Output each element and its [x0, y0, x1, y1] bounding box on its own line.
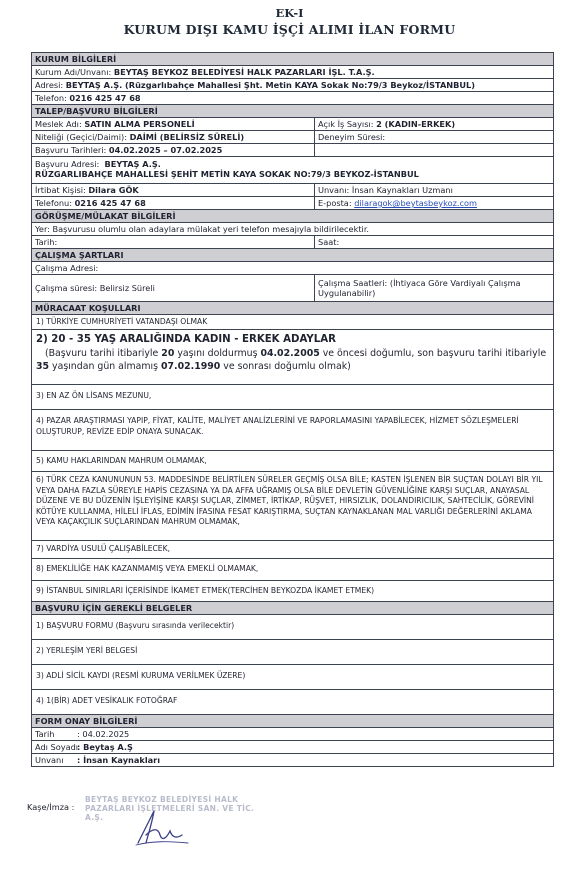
contact-phone-label: Telefonu:: [35, 198, 72, 208]
approval-date-label: Tarih: [35, 729, 55, 739]
document-item: 3) ADLİ SİCİL KAYDI (RESMİ KURUMA VERİLMEK ÜZERE): [36, 671, 246, 680]
approval-title-label: Unvanı: [35, 755, 64, 765]
signature-label: Kaşe/İmza :: [27, 802, 75, 812]
contact-phone-row: [32, 197, 553, 210]
requirement-item: 5) KAMU HAKLARINDAN MAHRUM OLMAMAK,: [36, 456, 207, 465]
interview-date-row: [32, 236, 553, 249]
institution-phone-label: Telefon:: [35, 93, 67, 103]
experience-label: Deneyim Süresi:: [318, 132, 386, 142]
handwritten-signature: [132, 805, 192, 847]
document-item: 4) 1(BİR) ADET VESİKALIK FOTOĞRAF: [36, 696, 178, 705]
profession-label: Meslek Adı:: [35, 119, 82, 129]
institution-phone-row: [32, 92, 553, 105]
requirement-item: 6) TÜRK CEZA KANUNUNUN 53. MADDESİNDE BELİRTİLEN SÜRELER GEÇMİŞ OLSA BİLE; KASTEN İŞLENEN BİR SUÇTAN DOLAYI BİR YIL VEYA DAHA FAZLA SÜREYLE HAPİS CEZASINA YA DA AFFA UĞRAMIŞ OLSA BİLE DEVLETİN GÜVENLİĞİNE KARŞI SUÇLAR, ANAYASAL DÜZENE VE BU DÜZENİN İŞLEYİŞİNE KARŞI SUÇLAR, ZİMMET, İRTİKAP, RÜŞVET, HIRSIZLIK, DOLANDIRICILIK, SAHTECİLİK, GÖREVİNİ KÖTÜYE KULLANMA, HİLELİ İFLAS, EDİMİN İFASINA FESAT KARIŞTIRMA, SUÇTAN KAYNAKLANAN MAL VARLIĞI DEĞERLERİNİ AKLAMA VEYA KAÇAKÇILIK SUÇLARINDAN MAHRUM OLMAMAK,: [36, 475, 543, 526]
work-address-label: Çalışma Adresi:: [35, 263, 99, 273]
application-address-label: Başvuru Adresi:: [35, 159, 100, 169]
contact-value: Dilara GÖK: [88, 185, 139, 195]
request-section-header: TALEP/BAŞVURU BİLGİLERİ: [32, 105, 553, 118]
requirement-item: 1) TÜRKİYE CUMHURİYETİ VATANDAŞI OLMAK: [36, 317, 208, 326]
institution-name-row: [32, 66, 553, 79]
requirement-row: [32, 472, 553, 541]
work-hours-row: [32, 275, 553, 302]
positions-label: Açık İş Sayısı:: [318, 119, 374, 129]
approval-title-value: : İnsan Kaynakları: [77, 755, 161, 765]
requirement-item: 8) EMEKLİLİĞE HAK KAZANMAMIŞ VEYA EMEKLİ OLMAMAK,: [36, 564, 259, 573]
contact-row: [32, 184, 553, 197]
contact-title-value: İnsan Kaynakları Uzmanı: [351, 185, 453, 195]
approval-section-header: FORM ONAY BİLGİLERİ: [32, 715, 553, 728]
institution-address-label: Adresi:: [35, 80, 64, 90]
stamp-line-2: PAZARLARI İŞLETMELERİ SAN. VE TİC. A.Ş.: [85, 804, 255, 822]
approval-name-row: [32, 741, 553, 754]
requirement-item: 4) PAZAR ARAŞTIRMASI YAPIP, FİYAT, KALİTE, MALİYET ANALİZLERİNİ VE RAPORLAMASINI YAPABİLECEK, HİZMET SÖZLEŞMELERİ OLUŞTURUP, REVİZE EDİP ONAYA SUNACAK.: [36, 416, 519, 436]
requirement-item: 7) VARDİYA USULÜ ÇALIŞABİLECEK,: [36, 544, 170, 553]
contact-title-label: Unvanı:: [318, 185, 350, 195]
document-row: [32, 690, 553, 715]
institution-address-row: [32, 79, 553, 92]
institution-address-value: BEYTAŞ A.Ş. (Rüzgarlıbahçe Mahallesi Şht. Metin KAYA Sokak No:79/3 Beykoz/İSTANBUL): [65, 80, 475, 90]
document-item: 1) BAŞVURU FORMU (Başvuru sırasında verilecektir): [36, 621, 235, 630]
contact-label: İrtibat Kişisi:: [35, 185, 86, 195]
email-label: E-posta:: [318, 198, 352, 208]
requirement-item: 2) 20 - 35 YAŞ ARALIĞINDA KADIN - ERKEK ADAYLAR: [36, 334, 336, 345]
dates-label: Başvuru Tarihleri:: [35, 145, 107, 155]
requirement-row: [32, 315, 553, 330]
work-section-header: ÇALIŞMA ŞARTLARI: [32, 249, 553, 262]
requirement-row: [32, 559, 553, 581]
nature-value: DAİMİ (BELİRSİZ SÜRELİ): [129, 132, 245, 142]
age-note: (Başvuru tarihi itibariyle 20 yaşını doldurmuş 04.02.2005 ve öncesi doğumlu, son başvuru tarihi itibariyle 35 yaşından gün almamış 07.02.1990 ve sonrası doğumlu olmak): [36, 347, 547, 372]
application-address-row: [32, 157, 553, 184]
work-hours-text: Çalışma Saatleri: (İhtiyaca Göre Vardiyalı Çalışma Uygulanabilir): [318, 278, 521, 298]
requirement-row: [32, 330, 553, 385]
interview-section-header: GÖRÜŞME/MÜLAKAT BİLGİLERİ: [32, 210, 553, 223]
annex-label: EK-I: [275, 6, 304, 20]
nature-label: Niteliği (Geçici/Daimi):: [35, 132, 127, 142]
application-address-value-2: RÜZGARLIBAHÇE MAHALLESİ ŞEHİT METİN KAYA SOKAK NO:79/3 BEYKOZ-İSTANBUL: [35, 169, 419, 179]
requirement-item: 3) EN AZ ÖN LİSANS MEZUNU,: [36, 391, 152, 400]
dates-value: 04.02.2025 – 07.02.2025: [108, 145, 223, 155]
dates-row: [32, 144, 553, 157]
positions-value: 2 (KADIN-ERKEK): [376, 119, 456, 129]
email-link[interactable]: dilaragok@beytasbeykoz.com: [354, 198, 477, 208]
requirement-row: [32, 410, 553, 451]
requirements-section-header: MÜRACAAT KOŞULLARI: [32, 302, 553, 315]
approval-title-row: [32, 754, 553, 766]
institution-phone-value: 0216 425 47 68: [69, 93, 141, 103]
work-address-row: [32, 262, 553, 275]
document-row: [32, 615, 553, 640]
approval-date-value: : 04.02.2025: [77, 729, 130, 739]
form-title: KURUM DIŞI KAMU İŞÇİ ALIMI İLAN FORMU: [123, 22, 456, 37]
approval-name-value: : Beytaş A.Ş: [77, 742, 133, 752]
documents-section-header: BAŞVURU İÇİN GEREKLİ BELGELER: [32, 602, 553, 615]
requirement-row: [32, 581, 553, 602]
interview-time-label: Saat:: [318, 237, 340, 247]
interview-place-row: [32, 223, 553, 236]
work-duration-text: Çalışma süresi: Belirsiz Süreli: [32, 275, 315, 301]
job-posting-form: [31, 52, 554, 767]
institution-name-value: BEYTAŞ BEYKOZ BELEDİYESİ HALK PAZARLARI İŞL. T.A.Ş.: [113, 67, 375, 77]
approval-name-label: Adı Soyadı: [35, 742, 79, 752]
document-item: 2) YERLEŞİM YERİ BELGESİ: [36, 646, 138, 655]
requirement-row: [32, 541, 553, 559]
requirement-row: [32, 385, 553, 410]
profession-row: [32, 118, 553, 131]
requirement-item: 9) İSTANBUL SINIRLARI İÇERİSİNDE İKAMET ETMEK(TERCİHEN BEYKOZDA İKAMET ETMEK): [36, 586, 375, 595]
interview-place-text: Yer: Başvurusu olumlu olan adaylara mülakat yeri telefon mesajıyla bildirilecektir.: [35, 224, 370, 234]
institution-name-label: Kurum Adı/Unvanı:: [35, 67, 112, 77]
application-address-value-1: BEYTAŞ A.Ş.: [104, 159, 161, 169]
institution-section-header: KURUM BİLGİLERİ: [32, 53, 553, 66]
contact-phone-value: 0216 425 47 68: [74, 198, 146, 208]
document-row: [32, 665, 553, 690]
document-row: [32, 640, 553, 665]
profession-value: SATIN ALMA PERSONELİ: [84, 119, 195, 129]
requirement-row: [32, 451, 553, 472]
stamp-line-1: BEYTAŞ BEYKOZ BELEDİYESİ HALK: [85, 795, 239, 804]
approval-date-row: [32, 728, 553, 741]
interview-date-label: Tarih:: [32, 236, 315, 248]
nature-row: [32, 131, 553, 144]
